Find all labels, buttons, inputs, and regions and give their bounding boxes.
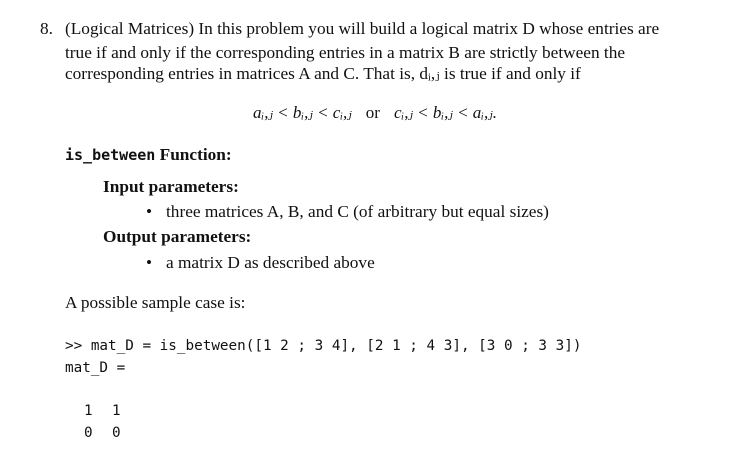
- problem-statement-line-3: corresponding entries in matrices A and C. That is, dᵢ,ⱼ is true if and only if: [65, 64, 581, 83]
- problem-statement-line-2: true if and only if the corresponding entries in a matrix B are strictly between the: [65, 43, 626, 62]
- matrix-cell: 1: [112, 403, 121, 419]
- matrix-cell: 1: [84, 403, 93, 419]
- function-heading: [65, 145, 232, 165]
- sample-case-intro: A possible sample case is:: [65, 293, 246, 312]
- input-parameters-heading: Input parameters:: [103, 177, 239, 196]
- matrix-cell: 0: [112, 425, 121, 441]
- problem-statement-line-1: (Logical Matrices) In this problem you will build a logical matrix D whose entries are: [65, 19, 660, 38]
- bullet-icon: •: [146, 253, 153, 272]
- output-parameters-heading: Output parameters:: [103, 227, 252, 246]
- bullet-icon: •: [146, 202, 153, 221]
- condition-equation: [253, 103, 497, 123]
- sample-command: >> mat_D = is_between([1 2 ; 3 4], [2 1 ; 4 3], [3 0 ; 3 3]): [65, 338, 582, 354]
- equation-left: aᵢ,ⱼ < bᵢ,ⱼ < cᵢ,ⱼ: [253, 103, 352, 122]
- equation-right: cᵢ,ⱼ < bᵢ,ⱼ < aᵢ,ⱼ.: [393, 103, 497, 122]
- input-parameter-text: three matrices A, B, and C (of arbitrary but equal sizes): [166, 202, 549, 221]
- equation-connector: or: [365, 103, 380, 122]
- function-word: Function:: [159, 145, 232, 164]
- input-parameter-item: [146, 202, 549, 222]
- matrix-cell: 0: [84, 425, 93, 441]
- problem-number: 8.: [40, 19, 53, 38]
- result-matrix-row: [84, 425, 140, 441]
- output-parameter-item: [146, 253, 375, 273]
- result-matrix-row: [84, 403, 140, 419]
- function-name: is_between: [65, 146, 156, 164]
- result-label: mat_D =: [65, 360, 126, 376]
- output-parameter-text: a matrix D as described above: [166, 253, 375, 272]
